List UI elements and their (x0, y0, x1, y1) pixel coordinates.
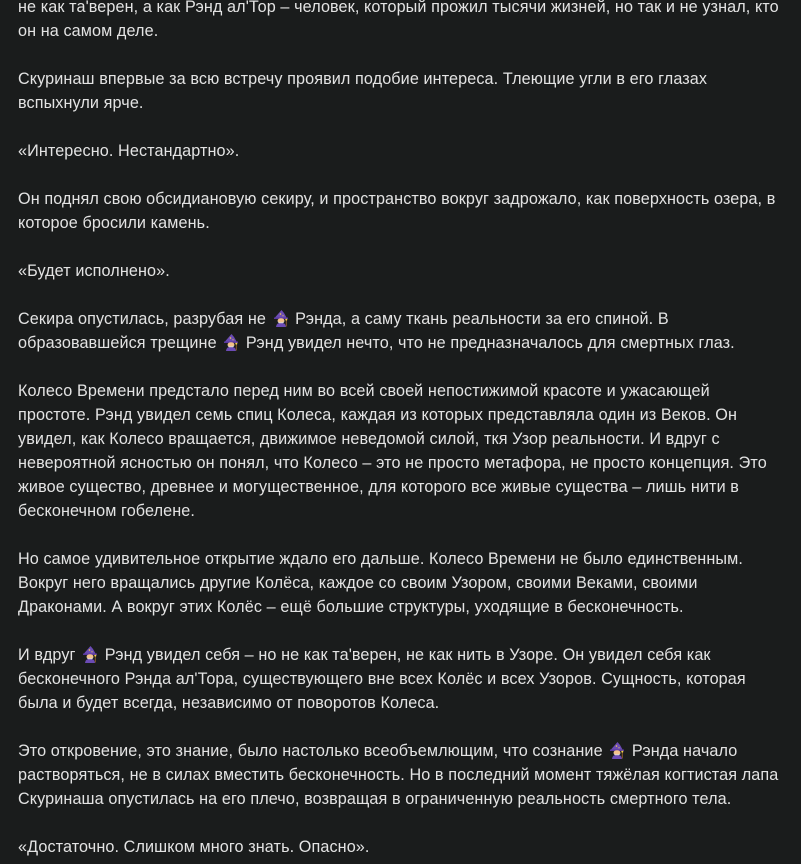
message-paragraph (18, 739, 783, 811)
mage-emoji-icon (222, 333, 240, 351)
paragraph-text: «Интересно. Нестандартно». (18, 142, 240, 160)
paragraph-text: Колесо Времени предстало перед ним во всей своей непостижимой красоте и ужасающей простоте. Рэнд увидел семь спиц Колеса, каждая из которых представляла один из Веков. Он увидел, как Колесо вращается, движимое неведомой силой, ткя Узор реальности. И вдруг с невероятной ясностью он понял, что Колесо – это не просто метафора, не просто концепция. Это живое существо, древнее и могущественное, для которого все живые существа – лишь нити в бесконечном гобелене. (18, 382, 767, 520)
message-paragraph (18, 139, 783, 163)
mage-emoji-icon (272, 309, 290, 327)
message-paragraph (18, 643, 783, 715)
message-paragraph (18, 307, 783, 355)
message-paragraph (18, 259, 783, 283)
paragraph-text: «Достаточно. Слишком много знать. Опасно». (18, 838, 370, 856)
message-paragraph (18, 67, 783, 115)
paragraph-text: Рэнд увидел нечто, что не предназначалось для смертных глаз. (241, 334, 735, 352)
paragraph-text: Он поднял свою обсидиановую секиру, и пространство вокруг задрожало, как поверхность озера, в которое бросили камень. (18, 190, 776, 232)
paragraph-text: Секира опустилась, разрубая не (18, 310, 271, 328)
mage-emoji-icon (81, 645, 99, 663)
message-paragraph (18, 187, 783, 235)
paragraph-text: Рэнд увидел себя – но не как та'верен, не как нить в Узоре. Он увидел себя как бесконечного Рэнда ал'Тора, существующего вне всех Колёс и всех Узоров. Сущность, которая была и будет всегда, независимо от поворотов Колеса. (18, 646, 746, 712)
paragraph-text: «Будет исполнено». (18, 262, 170, 280)
paragraph-text: не как та'верен, а как Рэнд ал'Тор – человек, который прожил тысячи жизней, но так и не узнал, кто он на самом деле. (18, 0, 779, 40)
paragraph-text: Рэнда начало растворяться, не в силах вместить бесконечность. Но в последний момент тяжёлая когтистая лапа Скуринаша опустилась на его плечо, возвращая в ограниченную реальность смертного тела. (18, 742, 779, 808)
paragraph-text: Скуринаш впервые за всю встречу проявил подобие интереса. Тлеющие угли в его глазах вспыхнули ярче. (18, 70, 708, 112)
paragraph-text: Рэнда, а саму ткань реальности за его спиной. В образовавшейся трещине (18, 310, 669, 352)
message-paragraph (18, 379, 783, 523)
message-paragraph (18, 0, 783, 43)
paragraph-text: Но самое удивительное открытие ждало его дальше. Колесо Времени не было единственным. Вокруг него вращались другие Колёса, каждое со своим Узором, своими Веками, своими Драконами. А вокруг этих Колёс – ещё большие структуры, уходящие в бесконечность. (18, 550, 743, 616)
message-paragraph (18, 547, 783, 619)
paragraph-text: Это откровение, это знание, было настолько всеобъемлющим, что сознание (18, 742, 608, 760)
mage-emoji-icon (608, 741, 626, 759)
message-paragraph (18, 835, 783, 859)
paragraph-text: И вдруг (18, 646, 81, 664)
